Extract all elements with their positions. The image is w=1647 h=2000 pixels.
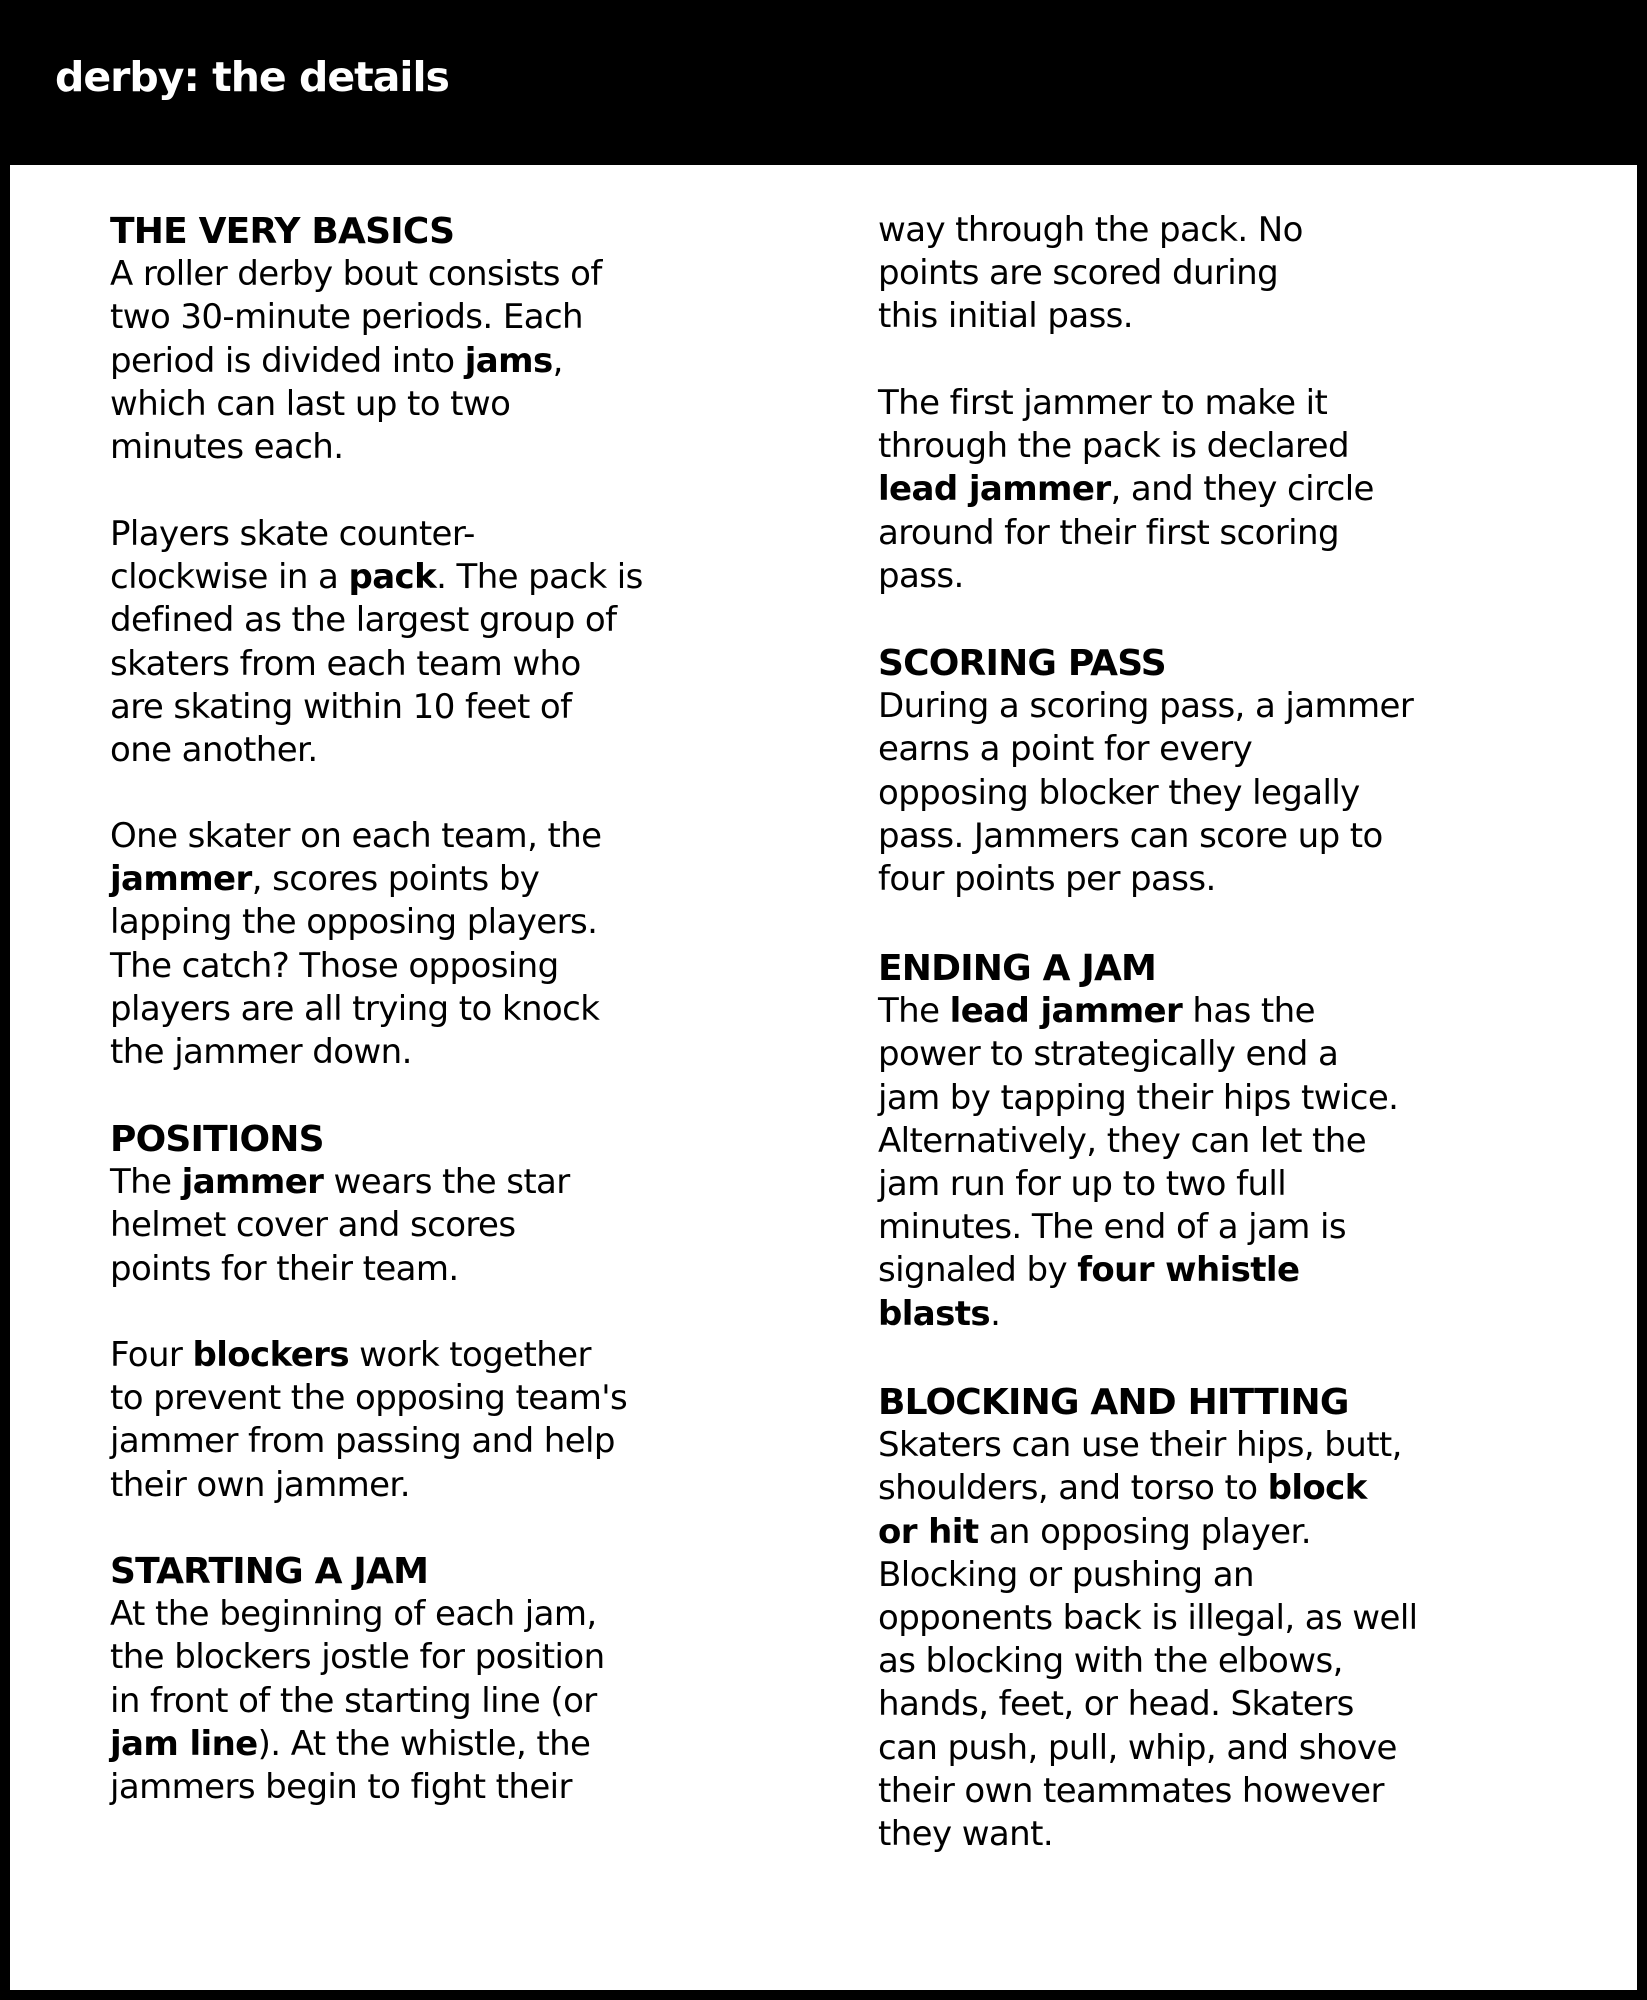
paragraph-blockers: [110, 1334, 870, 1507]
text-line: players are all trying to knock: [110, 988, 600, 1029]
text-line: The catch? Those opposing: [110, 945, 559, 986]
text-run: The: [878, 991, 950, 1032]
text-run: has the: [1182, 991, 1315, 1032]
section-starting-a-jam: [110, 1550, 870, 1809]
text-line: [110, 1723, 870, 1766]
text-line: through the pack is declared: [878, 426, 1349, 467]
text-line: helmet cover and scores: [110, 1205, 516, 1246]
text-line: in front of the starting line (or: [110, 1680, 597, 1721]
text-line: way through the pack. No: [878, 210, 1303, 250]
text-run: The: [110, 1162, 182, 1203]
text-line: pass. Jammers can score up to: [878, 815, 1383, 856]
text-line: Blocking or pushing an: [878, 1554, 1254, 1595]
text-line: Skaters can use their hips, butt,: [878, 1425, 1402, 1466]
section-heading: THE VERY BASICS: [110, 211, 455, 252]
text-line: the blockers jostle for position: [110, 1637, 605, 1678]
text-run: , scores points by: [251, 859, 540, 900]
text-line: [110, 340, 870, 383]
term-jam-line: jam line: [110, 1723, 258, 1764]
text-run: work together: [348, 1335, 591, 1375]
section-heading: STARTING A JAM: [110, 1551, 429, 1592]
text-line: can push, pull, whip, and shove: [878, 1727, 1397, 1768]
text-run: ). At the whistle, the: [257, 1723, 591, 1764]
term-block: block: [1267, 1468, 1367, 1509]
text-line: they want.: [878, 1813, 1054, 1854]
term-lead-jammer: lead jammer: [949, 991, 1183, 1032]
term-lead-jammer: lead jammer: [878, 469, 1111, 510]
page-title: derby: the details: [55, 53, 449, 101]
section-very-basics: [110, 210, 870, 469]
text-line: jam by tapping their hips twice.: [878, 1077, 1399, 1118]
text-run: Four: [110, 1335, 193, 1375]
text-line: During a scoring pass, a jammer: [878, 686, 1414, 727]
section-heading: ENDING A JAM: [878, 948, 1157, 989]
text-line: [878, 468, 1638, 511]
text-line: Alternatively, they can let the: [878, 1120, 1367, 1161]
term-jammer: jammer: [181, 1162, 324, 1203]
section-scoring-pass: [878, 642, 1638, 901]
text-line: At the beginning of each jam,: [110, 1594, 597, 1635]
text-run: .: [990, 1293, 1001, 1334]
text-run: , and they circle: [1110, 469, 1374, 510]
text-line: jam run for up to two full: [878, 1163, 1287, 1204]
text-run: an opposing player.: [978, 1511, 1311, 1552]
text-line: power to strategically end a: [878, 1034, 1339, 1075]
text-line: as blocking with the elbows,: [878, 1641, 1343, 1682]
text-line: two 30-minute periods. Each: [110, 297, 583, 338]
text-line: [110, 1161, 870, 1204]
text-line: their own jammer.: [110, 1464, 410, 1505]
term-blasts: blasts: [878, 1293, 991, 1334]
term-jammer: jammer: [110, 859, 252, 900]
text-line: the jammer down.: [110, 1031, 412, 1072]
section-heading: SCORING PASS: [878, 643, 1166, 684]
text-run: . The pack is: [436, 557, 643, 598]
text-run: period is divided into: [110, 340, 465, 381]
text-run: clockwise in a: [110, 557, 349, 598]
text-run: shoulders, and torso to: [878, 1468, 1268, 1509]
section-heading: POSITIONS: [110, 1119, 324, 1160]
term-or-hit: or hit: [878, 1511, 979, 1552]
text-line: pass.: [878, 555, 964, 596]
text-line: A roller derby bout consists of: [110, 254, 602, 295]
text-line: this initial pass.: [878, 296, 1134, 337]
text-line: points are scored during: [878, 253, 1279, 294]
text-line: [110, 556, 870, 599]
text-line: [878, 1293, 1638, 1336]
text-line: defined as the largest group of: [110, 600, 617, 641]
text-line: skaters from each team who: [110, 643, 581, 684]
text-line: points for their team.: [110, 1248, 459, 1289]
paragraph-jammer: [110, 815, 870, 1074]
text-line: The first jammer to make it: [878, 383, 1328, 423]
paragraph-pack: [110, 513, 870, 772]
text-line: hands, feet, or head. Skaters: [878, 1684, 1354, 1725]
text-run: signaled by: [878, 1250, 1078, 1291]
text-line: minutes each.: [110, 426, 344, 467]
content-panel: [10, 165, 1637, 1990]
text-run: ,: [552, 340, 563, 381]
section-positions: [110, 1118, 870, 1291]
paragraph-lead-jammer: [878, 382, 1638, 598]
term-four-whistle: four whistle: [1077, 1250, 1300, 1291]
text-line: jammers begin to fight their: [110, 1766, 572, 1807]
page-header: [0, 0, 1647, 165]
text-line: four points per pass.: [878, 858, 1216, 899]
text-line: Players skate counter-: [110, 514, 475, 554]
text-line: [878, 1467, 1638, 1510]
text-line: One skater on each team, the: [110, 816, 602, 856]
text-line: [110, 1334, 870, 1377]
text-line: [878, 1249, 1638, 1292]
text-line: jammer from passing and help: [110, 1421, 615, 1462]
text-line: opposing blocker they legally: [878, 772, 1360, 813]
term-pack: pack: [348, 557, 437, 598]
text-line: opponents back is illegal, as well: [878, 1597, 1418, 1638]
section-ending-a-jam: [878, 947, 1638, 1336]
term-blockers: blockers: [192, 1335, 349, 1375]
text-line: earns a point for every: [878, 729, 1253, 770]
text-line: their own teammates however: [878, 1770, 1384, 1811]
section-blocking-and-hitting: [878, 1381, 1638, 1856]
text-line: are skating within 10 feet of: [110, 686, 572, 727]
text-line: [878, 1511, 1638, 1554]
text-line: [110, 858, 870, 901]
text-line: minutes. The end of a jam is: [878, 1207, 1346, 1248]
text-line: around for their first scoring: [878, 512, 1339, 553]
section-heading: BLOCKING AND HITTING: [878, 1382, 1349, 1423]
paragraph-continuation: [878, 209, 1638, 339]
text-line: lapping the opposing players.: [110, 902, 598, 943]
text-line: one another.: [110, 729, 318, 770]
text-line: [878, 990, 1638, 1033]
text-run: wears the star: [323, 1162, 570, 1203]
text-line: to prevent the opposing team's: [110, 1378, 628, 1419]
term-jams: jams: [464, 340, 553, 381]
text-line: which can last up to two: [110, 383, 511, 424]
